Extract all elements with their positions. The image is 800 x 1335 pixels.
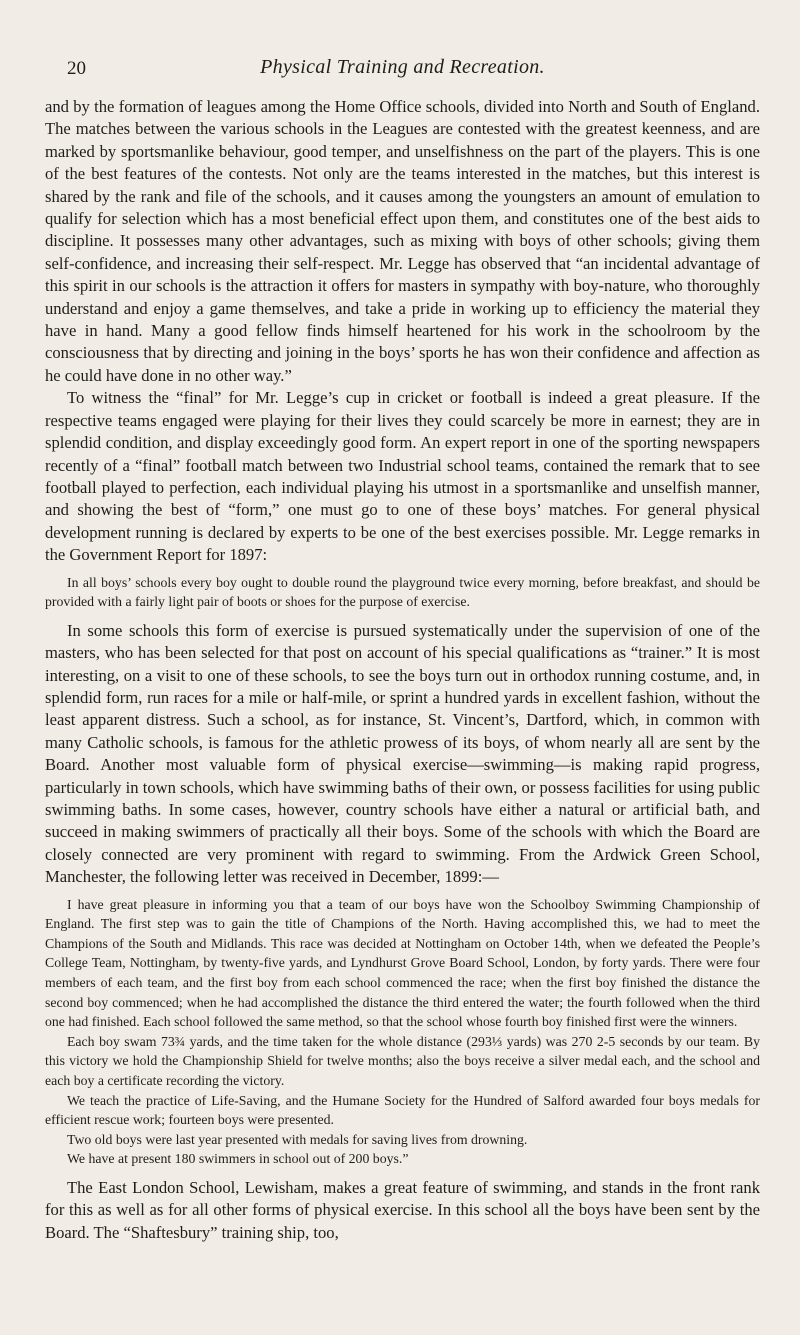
- letter-paragraph-life-saving: We teach the practice of Life-Saving, and the Humane Society for the Hundred of Salford awarded four boys medals for efficient rescue work; fourteen boys were presented.: [45, 1092, 760, 1128]
- page-body: [45, 96, 760, 1244]
- letter-paragraph-old-boys: Two old boys were last year presented with medals for saving lives from drowning.: [67, 1131, 528, 1147]
- letter-paragraph-championship: I have great pleasure in informing you that a team of our boys have won the Schoolboy Swimming Championship of England. The first step was to gain the title of Champions of the North. Having accomplished this, we had to meet the Champions of the South and Midlands. This race was decided at Nottingham on October 14th, when we defeated the People’s College Team, Nottingham, by twenty-five yards, and Lyndhurst Grove Board School, London, by forty yards. There were four members of each team, and the first boy from each school commenced the race; when the first boy finished the distance the second boy commenced; when he had accomplished the distance the third entered the water; the fourth followed when the third one had finished. Each school followed the same method, so that the school whose fourth boy finished first were the winners.: [45, 896, 760, 1030]
- paragraph-leagues: and by the formation of leagues among the Home Office schools, divided into North and South of England. The matches between the various schools in the Leagues are contested with the greatest keenness, and are marked by sportsmanlike behaviour, good temper, and unselfishness on the part of the players. This is one of the best features of the contests. Not only are the teams interested in the matches, but this interest is shared by the rank and file of the schools, and it causes among the youngsters an amount of emulation to qualify for selection which has a most beneficial effect upon them, and constitutes one of the best aids to discipline. It possesses many other advantages, such as mixing with boys of other schools; giving them self-confidence, and increasing their self-respect. Mr. Legge has observed that “an incidental advantage of this spirit in our schools is the attraction it offers for masters in sympathy with boy-nature, who thoroughly understand and enjoy a game themselves, and take a pride in working up to efficiency the material they have in hand. Many a good fellow finds himself heartened for his work in the schoolroom by the consciousness that by directing and joining in the boys’ sports he has won their confidence and affection as he could have done in no other way.”: [45, 97, 760, 385]
- page-number: 20: [67, 58, 86, 79]
- letter-paragraph-swimmers: We have at present 180 swimmers in school out of 200 boys.”: [67, 1151, 409, 1167]
- page-header: [45, 0, 760, 96]
- paragraph-swimming: In some schools this form of exercise is pursued systematically under the supervision of one of the masters, who has been selected for that post on account of his special qualifications as “trainer.” It is most interesting, on a visit to one of these schools, to see the boys turn out in orthodox running costume, and, in splendid form, run races for a mile or half-mile, or sprint a hundred yards in excellent fashion, without the least apparent distress. Such a school, as for instance, St. Vincent’s, Dartford, which, in common with many Catholic schools, is famous for the athletic prowess of its boys, of whom nearly all are sent by the Board. Another most valuable form of physical exercise—swimming—is making rapid progress, particularly in town schools, which have swimming baths of their own, or possess facilities for using public swimming baths. In some cases, however, country schools have either a natural or artificial bath, and succeed in making swimmers of practically all their boys. Some of the schools with which the Board are closely connected are very prominent with regard to swimming. From the Ardwick Green School, Manchester, the following letter was received in December, 1899:—: [45, 620, 760, 887]
- quote-running-report: In all boys’ schools every boy ought to double round the playground twice every morning, before breakfast, and should be provided with a fairly light pair of boots or shoes for the purpose of exercise.: [45, 574, 760, 610]
- paragraph-east-london: The East London School, Lewisham, makes a great feature of swimming, and stands in the front rank for this as well as for all other forms of physical exercise. In this school all the boys have been sent by the Board. The “Shaftesbury” training ship, too,: [45, 1177, 760, 1242]
- paragraph-final-cup: To witness the “final” for Mr. Legge’s cup in cricket or football is indeed a great pleasure. If the respective teams engaged were playing for their lives they could scarcely be more in earnest; they are in splendid condition, and display exceedingly good form. An expert report in one of the sporting newspapers recently of a “final” football match between two Industrial school teams, contained the remark that to see football played to perfection, each individual playing his utmost in a sportsmanlike and unselfish manner, and showing the best of “form,” one must go to one of these boys’ matches. For general physical development running is declared by experts to be one of the best exercises possible. Mr. Legge remarks in the Government Report for 1897:: [45, 388, 760, 565]
- letter-paragraph-time: Each boy swam 73¾ yards, and the time taken for the whole distance (293⅓ yards) was 270 2-5 seconds by our team. By this victory we hold the Championship Shield for twelve months; also the boys receive a silver medal each, and the school and each boy a certificate recording the victory.: [45, 1033, 760, 1088]
- running-title: Physical Training and Recreation.: [260, 56, 545, 78]
